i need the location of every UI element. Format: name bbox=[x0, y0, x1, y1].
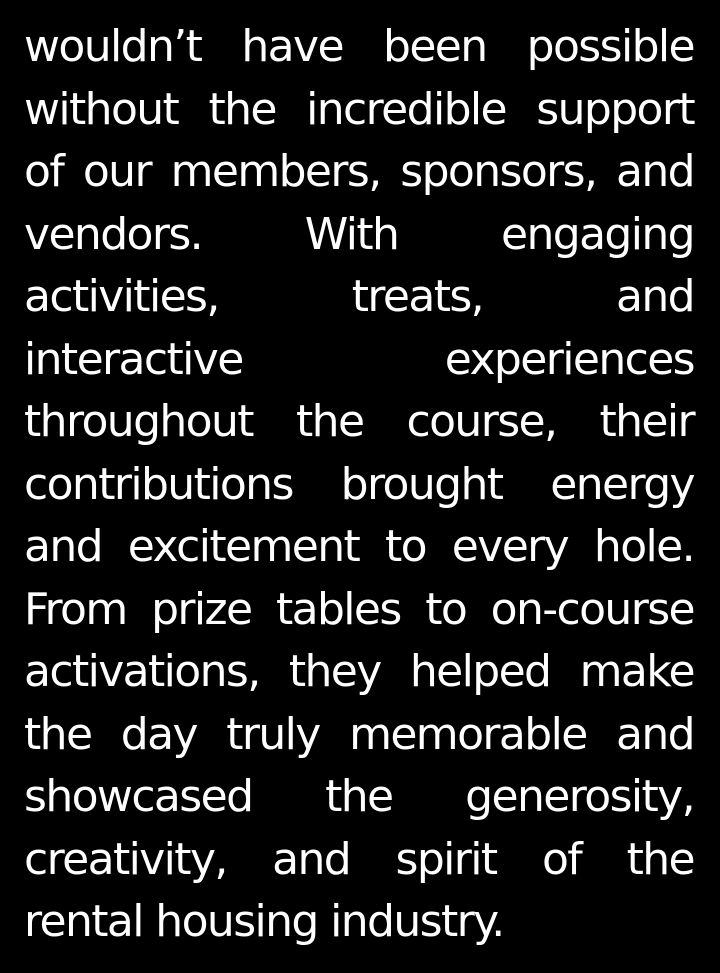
paragraph-line-14: creativity, and spirit of the bbox=[24, 833, 694, 885]
paragraph-line-1: wouldn’t have been possible bbox=[24, 21, 694, 72]
paragraph-line-4: vendors. With engaging bbox=[24, 208, 694, 260]
paragraph-line-6: interactive experiences bbox=[24, 333, 694, 385]
paragraph-line-9: and excitement to every hole. bbox=[24, 521, 694, 572]
paragraph-line-13: showcased the generosity, bbox=[24, 771, 694, 822]
paragraph-line-5: activities, treats, and bbox=[24, 271, 694, 322]
paragraph-line-3: of our members, sponsors, and bbox=[24, 146, 694, 197]
paragraph-line-12: the day truly memorable and bbox=[24, 708, 694, 760]
paragraph-line-15: rental housing industry. bbox=[24, 896, 504, 947]
paragraph-line-7: throughout the course, their bbox=[24, 396, 694, 447]
paragraph-line-10: From prize tables to on-course bbox=[24, 583, 694, 635]
paragraph-line-11: activations, they helped make bbox=[24, 646, 694, 697]
paragraph-line-2: without the incredible support bbox=[24, 83, 694, 135]
body-paragraph bbox=[24, 16, 694, 954]
paragraph-line-8: contributions brought energy bbox=[24, 458, 694, 510]
